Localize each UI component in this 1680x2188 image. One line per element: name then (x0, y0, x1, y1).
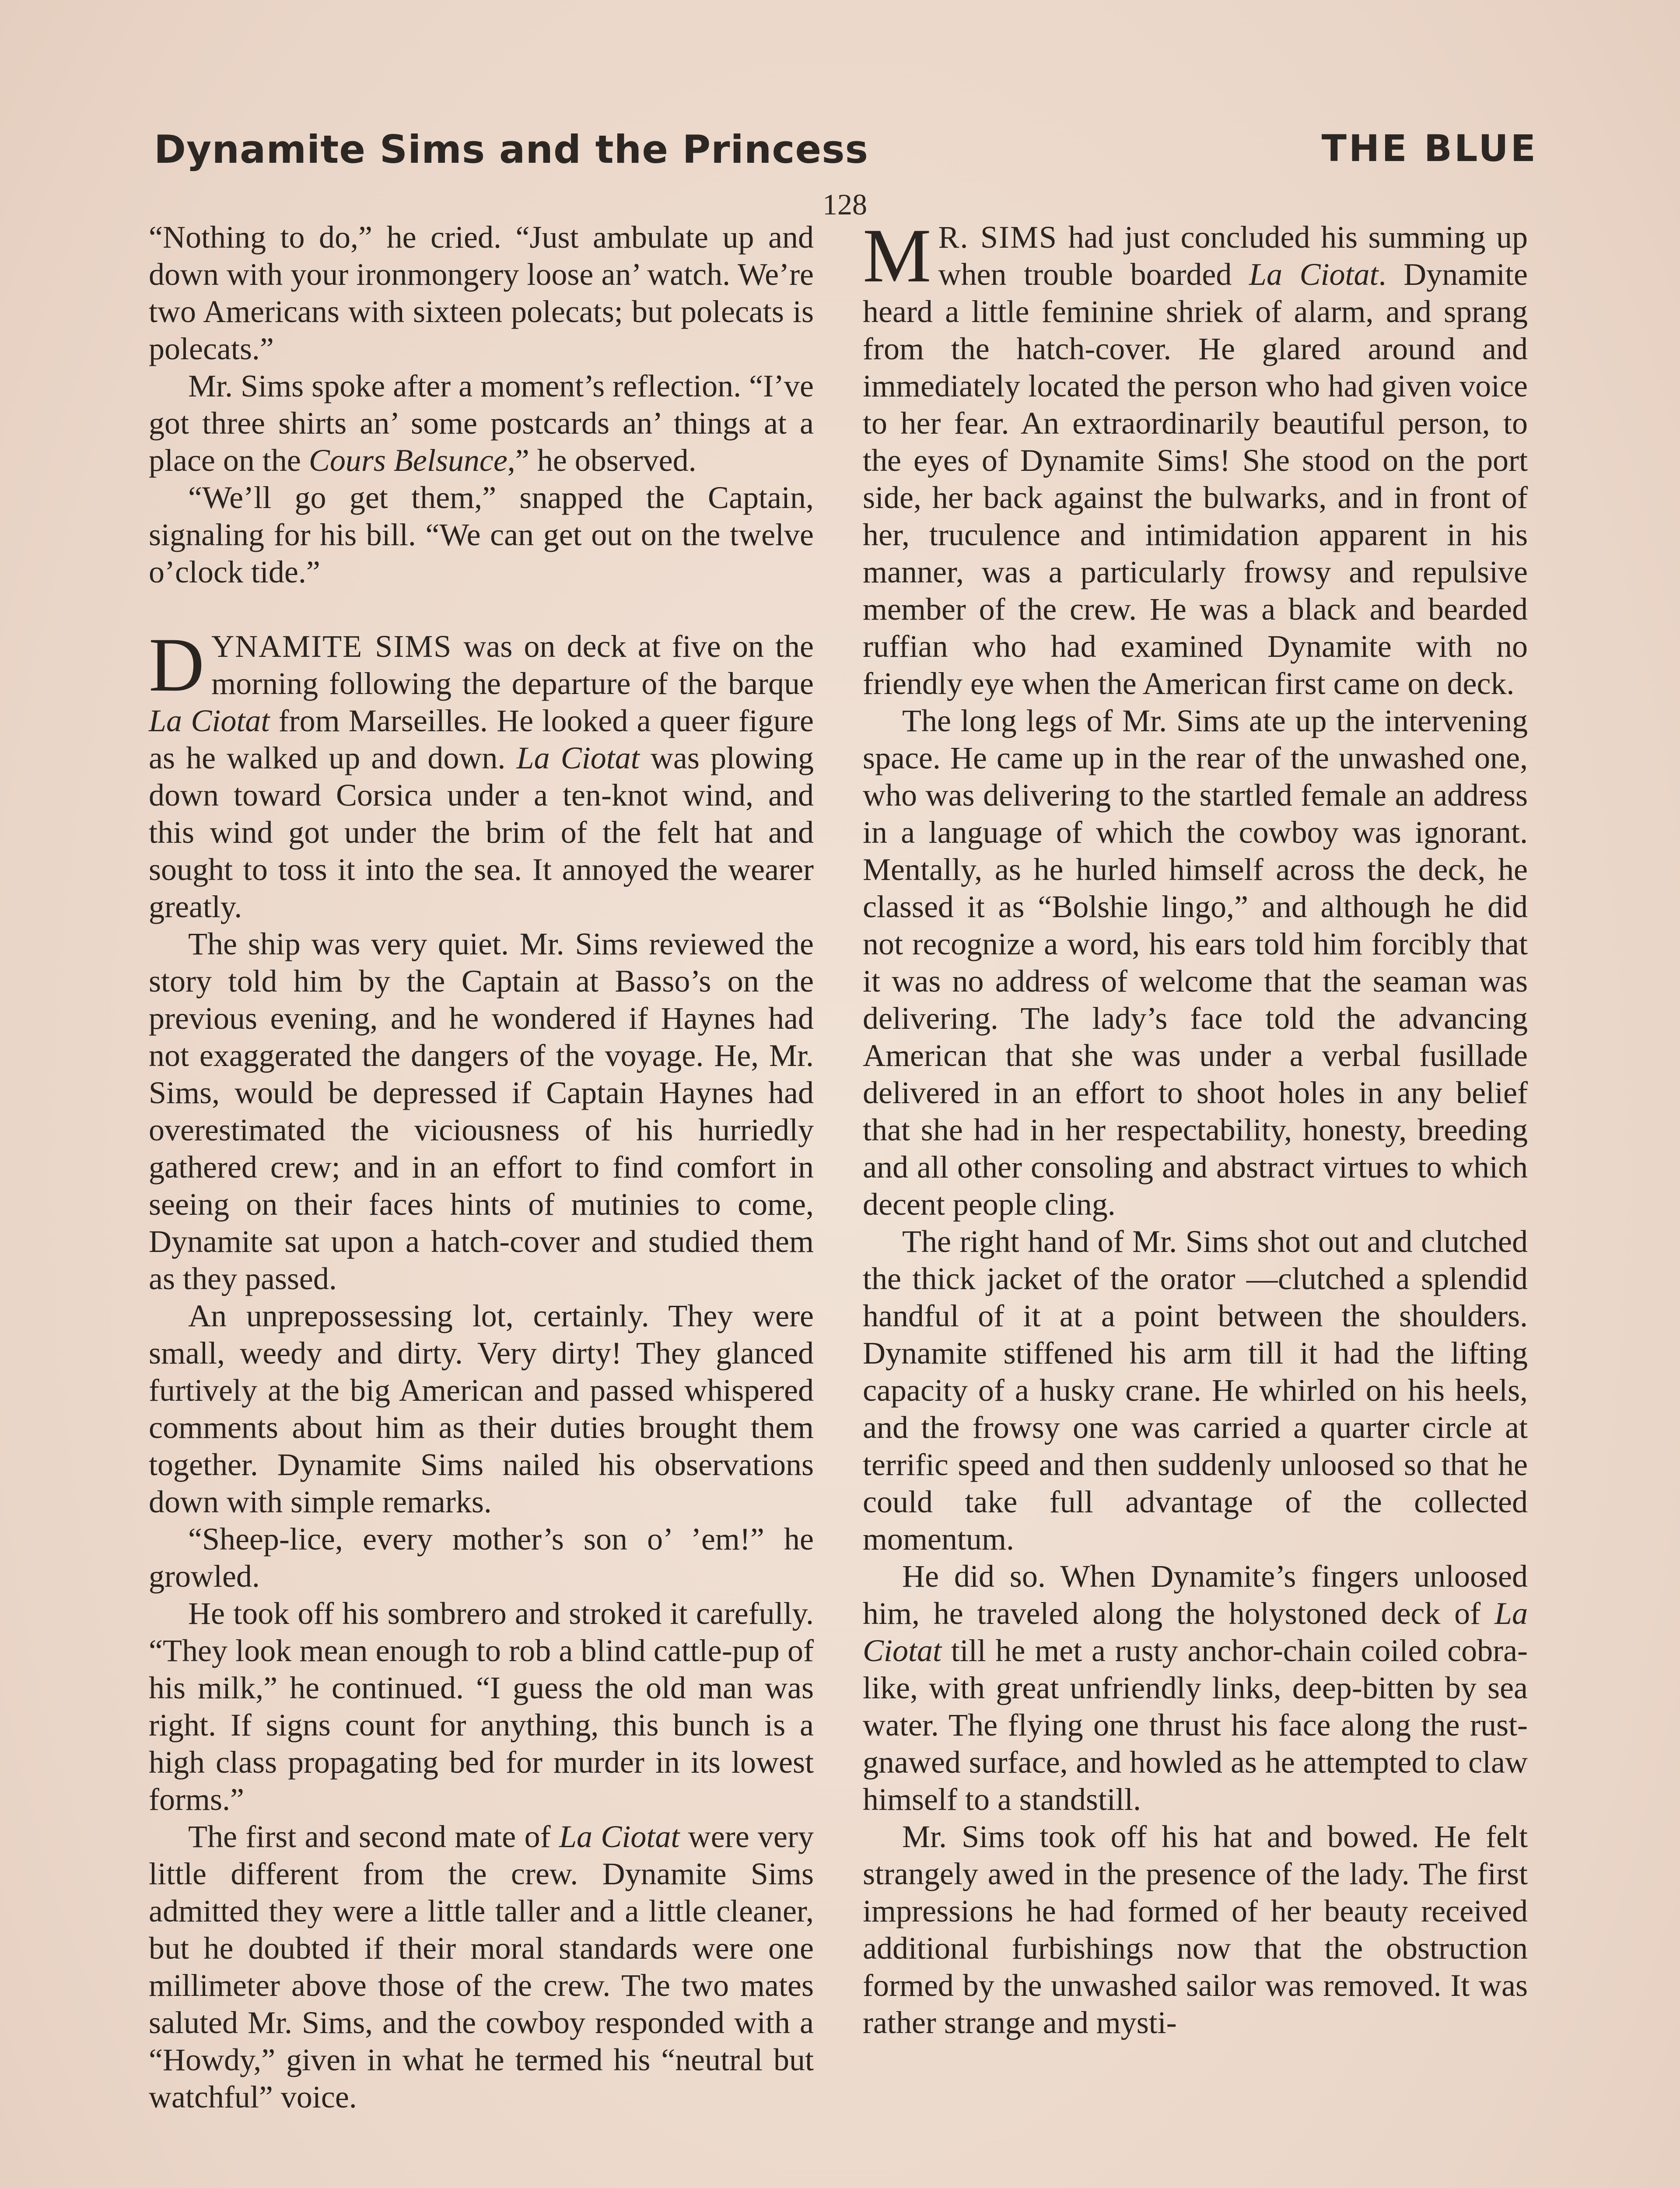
paragraph-text: He took off his sombrero and stroked it carefully. “They look mean enough to rob a blind cattle-pup of his milk,” he continued. “I guess the old man was right. If signs count for anything, this bunch is a high class propagating bed for murder in its lowest forms.” (149, 1596, 814, 1817)
paragraph-text: The ship was very quiet. Mr. Sims reviewed the story told him by the Captain at Basso’s on the previous evening, and he wondered if Haynes had not exaggerated the dangers of the voyage. He, Mr. Sims, would be depressed if Captain Haynes had overestimated the viciousness of his hurriedly gathered crew; and in an effort to find comfort in seeing on their faces hints of mutinies to come, Dynamite sat upon a hatch-cover and studied them as they passed. (149, 926, 814, 1296)
paragraph-text: Mr. Sims took off his hat and bowed. He felt strangely awed in the presence of the lady. The first impressions he had formed of her beauty received additional furbishings now that the obstruction formed by the unwashed sailor was removed. It was rather strange and mysti- (863, 1819, 1528, 2040)
paragraph (149, 1595, 814, 1818)
drop-cap: D (149, 622, 205, 708)
paragraph-text: . Dynamite heard a little feminine shriek of alarm, and sprang from the hatch-cover. He glared around and immediately located the person who had given voice to her fear. An extraordinarily beautiful person, to the eyes of Dynamite Sims! She stood on the port side, her back against the bulwarks, and in front of her, truculence and intimidation apparent in his manner, was a particularly frowsy and repulsive member of the crew. He was a black and bearded ruffian who had examined Dynamite with no friendly eye when the American first came on deck. (863, 257, 1528, 701)
italic-text: La Ciotat (1249, 257, 1379, 292)
paragraph-text: He did so. When Dynamite’s fingers unloosed him, he traveled along the holystoned deck of (863, 1559, 1528, 1631)
paragraph-text: The right hand of Mr. Sims shot out and clutched the thick jacket of the orator —clutched a splendid handful of it at a point between the shoulders. Dynamite stiffened his arm till it had the lifting capacity of a husky crane. He whirled on his heels, and the frowsy one was carried a quarter circle at terrific speed and then suddenly unloosed so that he could take full advantage of the collected momentum. (863, 1224, 1528, 1557)
paragraph (149, 368, 814, 479)
drop-cap: M (863, 213, 931, 298)
paragraph-text: from Marseilles. He looked a queer figure as he walked up and down. (149, 703, 814, 775)
paragraph (863, 1818, 1528, 2041)
paragraph-text: The long legs of Mr. Sims ate up the intervening space. He came up in the rear of the unwashed one, who was delivering to the startled female an address in a language of which the cowboy was ignorant. Mentally, as he hurled himself across the deck, he classed it as “Bolshie lingo,” and although he did not recognize a word, his ears told him forcibly that it was no address of welcome that the seaman was delivering. The lady’s face told the advancing American that she was under a verbal fusillade delivered in an effort to shoot holes in any belief that she had in her respectability, honesty, breeding and all other consoling and abstract virtues to which decent people cling. (863, 703, 1528, 1222)
page-number: 128 (822, 188, 867, 221)
paragraph-text: was plowing down toward Corsica under a ten-knot wind, and this wind got under the brim of the felt hat and sought to toss it into the sea. It annoyed the wearer greatly. (149, 740, 814, 924)
lead-in: R. SIMS (938, 220, 1058, 255)
paragraph (863, 702, 1528, 1223)
paragraph (149, 1521, 814, 1595)
paragraph-text: The first and second mate of (188, 1819, 559, 1854)
italic-text: La Ciotat (863, 1596, 1528, 1668)
paragraph (149, 926, 814, 1297)
paragraph-text: ,” he observed. (507, 443, 696, 478)
section-start-paragraph (863, 213, 1528, 702)
paragraph (149, 1818, 814, 2116)
paragraph-text: had just concluded his summing up when trouble boarded (938, 220, 1528, 292)
right-column (863, 213, 1528, 2041)
italic-text: La Ciotat (559, 1819, 680, 1854)
paragraph (863, 1558, 1528, 1818)
lead-in: YNAMITE SIMS (211, 629, 452, 664)
section-start-paragraph (149, 622, 814, 926)
paragraph (863, 1223, 1528, 1558)
paragraph (149, 219, 814, 368)
paragraph (149, 1297, 814, 1521)
italic-text: Cours Belsunce (308, 443, 508, 478)
paragraph-text: were very little different from the crew. Dynamite Sims admitted they were a little taller and a little cleaner, but he doubted if their moral standards were one millimeter above those of the crew. The two mates saluted Mr. Sims, and the cowboy responded with a “Howdy,” given in what he termed his “neutral but watchful” voice. (149, 1819, 814, 2114)
italic-text: La Ciotat (516, 740, 640, 775)
story-title: Dynamite Sims and the Princess (154, 127, 868, 172)
paragraph-text: “We’ll go get them,” snapped the Captain, signaling for his bill. “We can get out on the twelve o’clock tide.” (149, 480, 814, 589)
paragraph-text: An unprepossessing lot, certainly. They were small, weedy and dirty. Very dirty! They glanced furtively at the big American and passed whispered comments about him as their duties brought them together. Dynamite Sims nailed his observations down with simple remarks. (149, 1298, 814, 1519)
italic-text: La Ciotat (149, 703, 270, 738)
paragraph-text: “Sheep-lice, every mother’s son o’ ’em!” he growled. (149, 1522, 814, 1594)
left-column (149, 219, 814, 2116)
paragraph-text: till he met a rusty anchor-chain coiled cobra-like, with great unfriendly links, deep-bitten by sea water. The flying one thrust his face along the rust-gnawed surface, and howled as he attempted to claw himself to a standstill. (863, 1633, 1528, 1817)
paragraph (149, 479, 814, 591)
paragraph-text: was on deck at five on the morning following the departure of the barque (211, 629, 814, 701)
paragraph-text: “Nothing to do,” he cried. “Just ambulate up and down with your ironmongery loose an’ watch. We’re two Americans with sixteen polecats; but polecats is polecats.” (149, 220, 814, 366)
paragraph-text: Mr. Sims spoke after a moment’s reflection. “I’ve got three shirts an’ some postcards an’ things at a place on the (149, 368, 814, 478)
magazine-name: THE BLUE (1321, 127, 1538, 170)
